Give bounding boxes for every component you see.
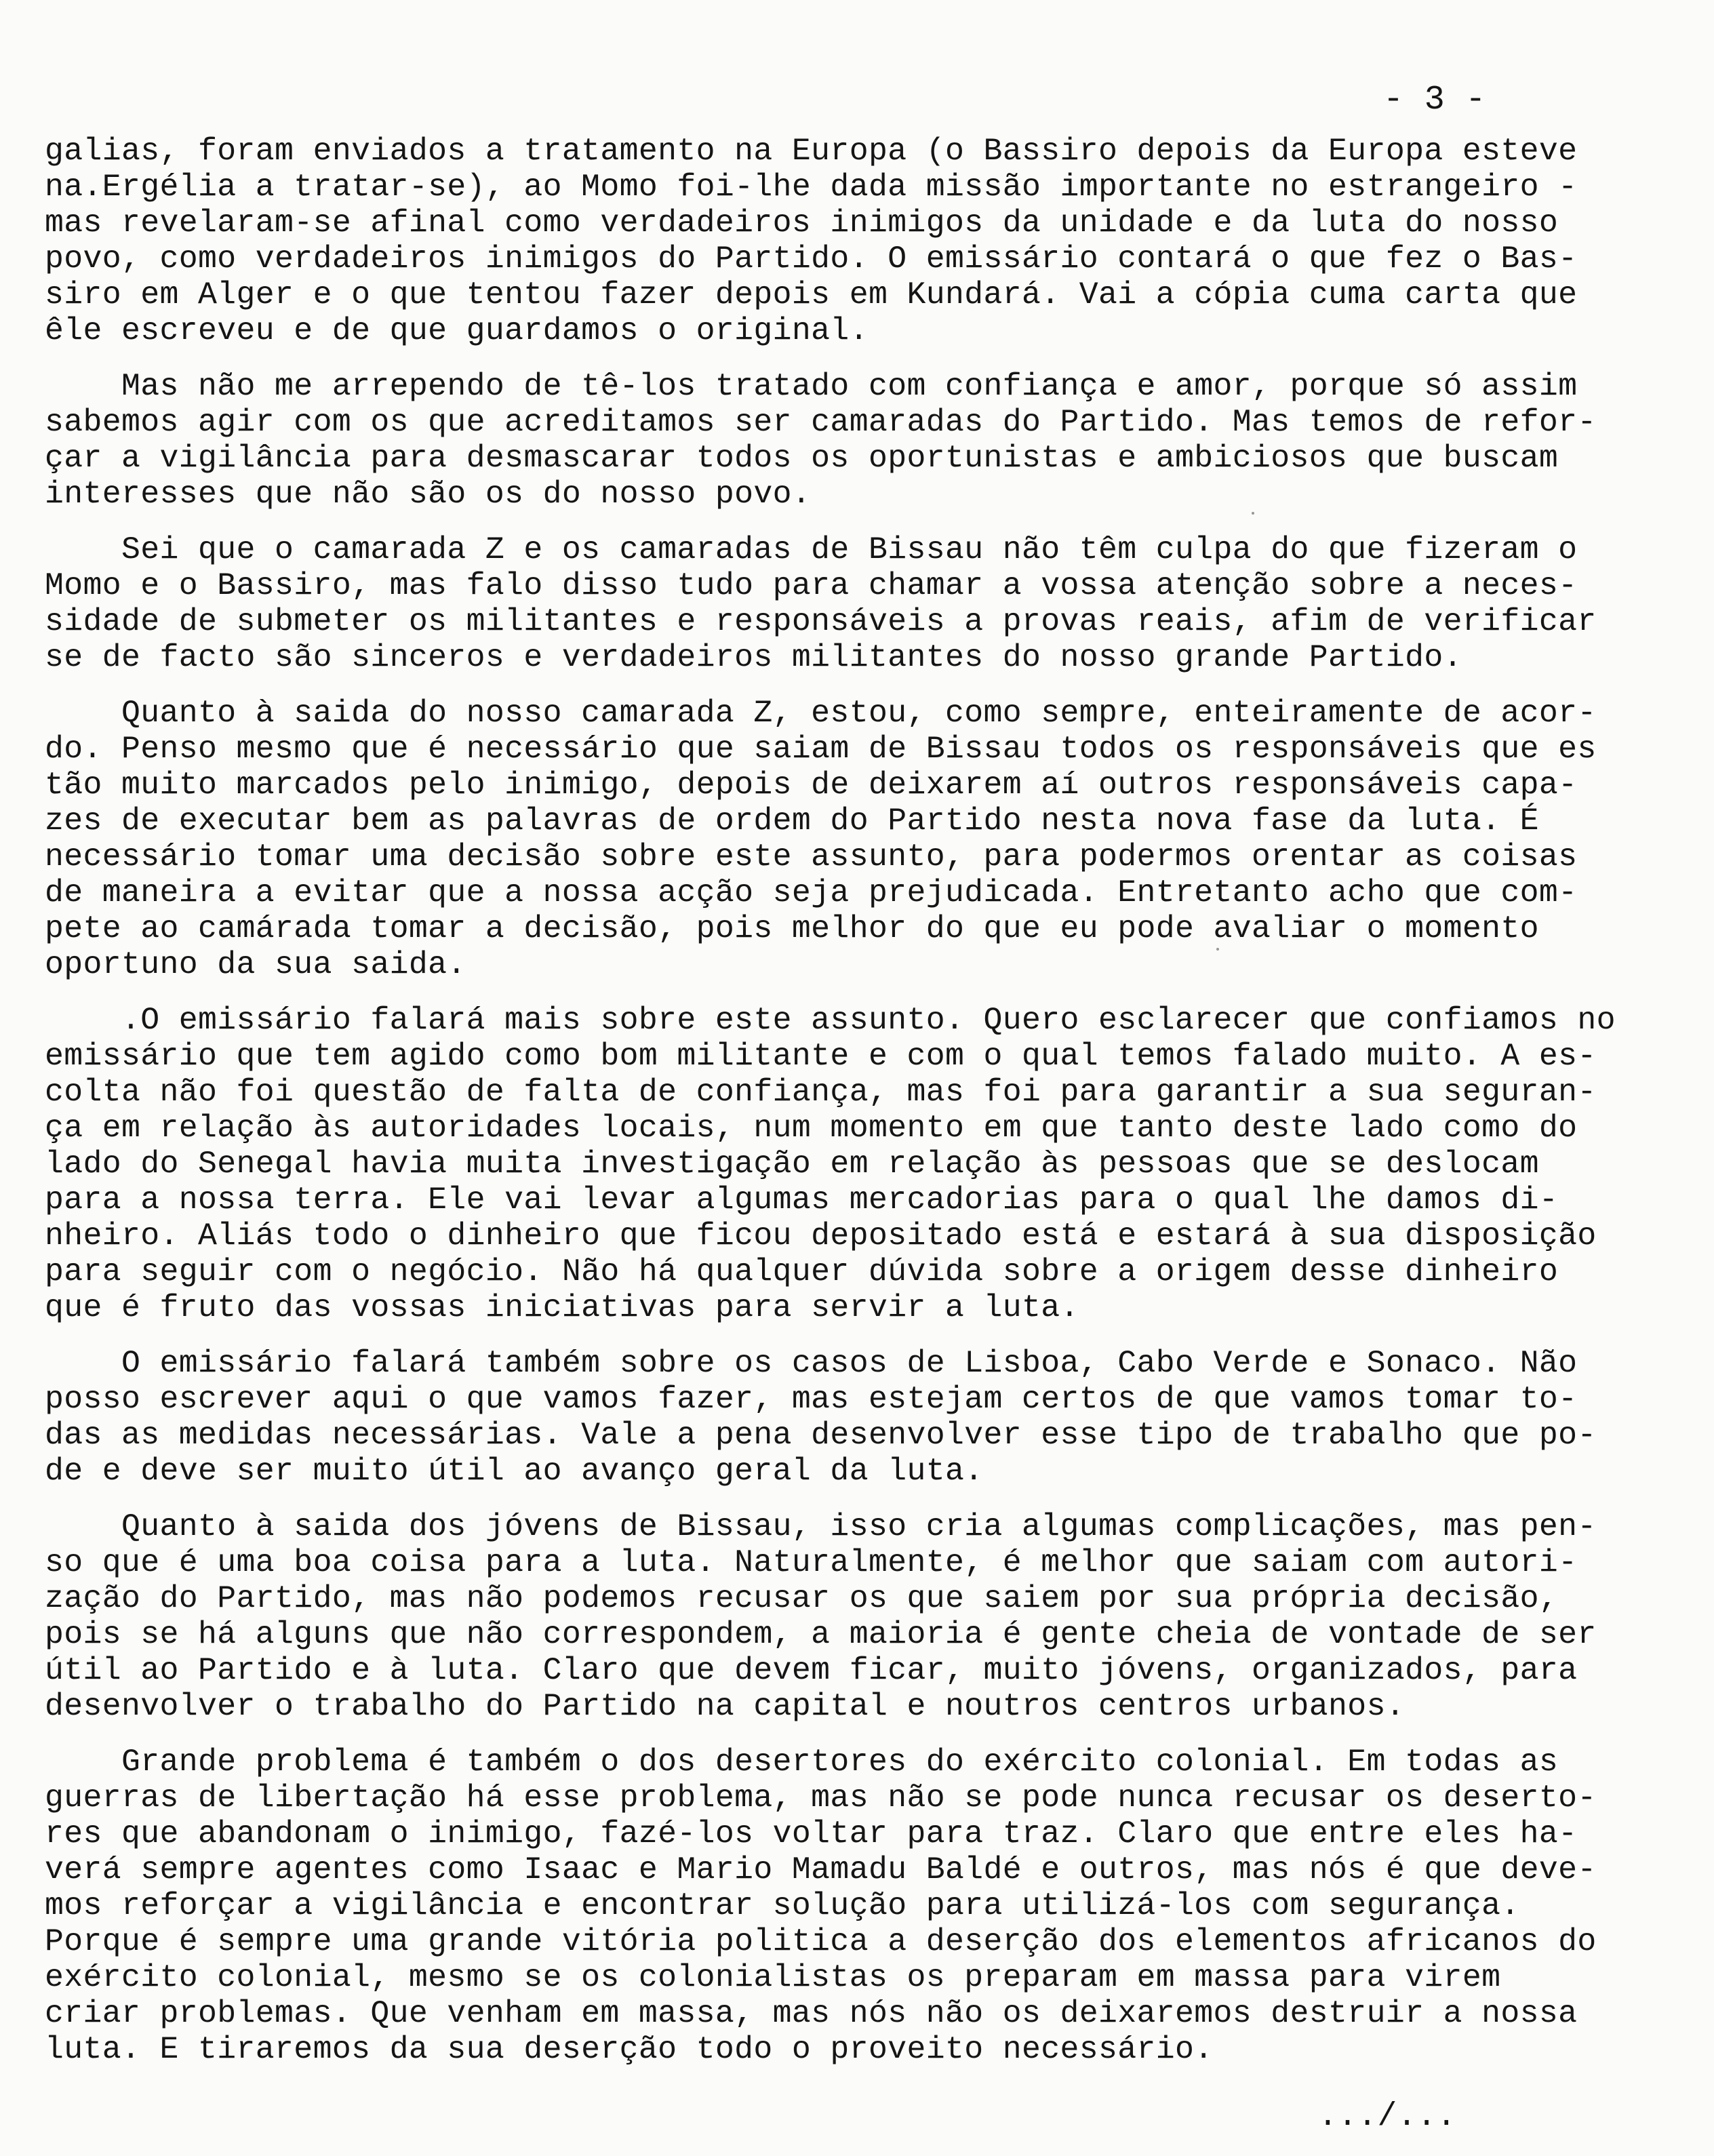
- text-line: êle escreveu e de que guardamos o original.: [45, 313, 869, 348]
- text-line: çar a vigilância para desmascarar todos os oportunistas e ambiciosos que buscam: [45, 440, 1559, 476]
- text-line: povo, como verdadeiros inimigos do Partido. O emissário contará o que fez o Bas-: [45, 241, 1578, 277]
- text-line: de e deve ser muito útil ao avanço geral da luta.: [45, 1453, 984, 1489]
- text-line: Quanto à saida dos jóvens de Bissau, isso cria algumas complicações, mas pen-: [45, 1509, 1597, 1544]
- text-line: emissário que tem agido como bom militante e com o qual temos falado muito. A es-: [45, 1038, 1597, 1074]
- paragraph-8: [45, 1744, 1672, 2067]
- text-line: O emissário falará também sobre os casos de Lisboa, Cabo Verde e Sonaco. Não: [45, 1345, 1578, 1381]
- text-line: tão muito marcados pelo inimigo, depois de deixarem aí outros responsáveis capa-: [45, 767, 1578, 803]
- text-line: sidade de submeter os militantes e responsáveis a provas reais, afim de verificar: [45, 603, 1597, 639]
- text-line: Mas não me arrependo de tê-los tratado com confiança e amor, porque só assim: [45, 368, 1578, 404]
- text-line: Momo e o Bassiro, mas falo disso tudo para chamar a vossa atenção sobre a neces-: [45, 567, 1578, 603]
- text-line: colta não foi questão de falta de confiança, mas foi para garantir a sua seguran-: [45, 1074, 1597, 1110]
- text-line: mos reforçar a vigilância e encontrar solução para utilizá-los com segurança.: [45, 1888, 1520, 1923]
- page-number: - 3 -: [1383, 81, 1486, 119]
- text-line: galias, foram enviados a tratamento na Europa (o Bassiro depois da Europa esteve: [45, 133, 1578, 169]
- text-line: do. Penso mesmo que é necessário que saiam de Bissau todos os responsáveis que es: [45, 731, 1597, 767]
- text-line: para seguir com o negócio. Não há qualquer dúvida sobre a origem desse dinheiro: [45, 1254, 1559, 1290]
- text-line: so que é uma boa coisa para a luta. Naturalmente, é melhor que saiam com autori-: [45, 1544, 1578, 1580]
- text-line: necessário tomar uma decisão sobre este assunto, para podermos orentar as coisas: [45, 839, 1578, 875]
- text-line: criar problemas. Que venham em massa, mas nós não os deixaremos destruir a nossa: [45, 1995, 1578, 2031]
- text-line: que é fruto das vossas iniciativas para servir a luta.: [45, 1290, 1079, 1325]
- paragraph-7: [45, 1509, 1672, 1724]
- text-line: mas revelaram-se afinal como verdadeiros inimigos da unidade e da luta do nosso: [45, 205, 1559, 241]
- text-line: na.Ergélia a tratar-se), ao Momo foi-lhe dada missão importante no estrangeiro -: [45, 169, 1578, 205]
- text-line: Quanto à saida do nosso camarada Z, estou, como sempre, enteiramente de acor-: [45, 695, 1597, 731]
- paragraph-4: [45, 695, 1672, 982]
- paragraph-5: [45, 1002, 1672, 1325]
- text-line: .O emissário falará mais sobre este assunto. Quero esclarecer que confiamos no: [45, 1002, 1616, 1038]
- text-line: Grande problema é também o dos desertores do exército colonial. Em todas as: [45, 1744, 1559, 1780]
- text-line: lado do Senegal havia muita investigação em relação às pessoas que se deslocam: [45, 1146, 1539, 1182]
- text-line: verá sempre agentes como Isaac e Mario Mamadu Baldé e outros, mas nós é que deve-: [45, 1852, 1597, 1888]
- text-line: pois se há alguns que não correspondem, a maioria é gente cheia de vontade de ser: [45, 1616, 1597, 1652]
- text-line: zação do Partido, mas não podemos recusar os que saiem por sua própria decisão,: [45, 1580, 1559, 1616]
- text-line: Sei que o camarada Z e os camaradas de Bissau não têm culpa do que fizeram o: [45, 532, 1578, 567]
- text-line: nheiro. Aliás todo o dinheiro que ficou depositado está e estará à sua disposição: [45, 1218, 1597, 1254]
- text-line: posso escrever aqui o que vamos fazer, mas estejam certos de que vamos tomar to-: [45, 1381, 1578, 1417]
- text-line: Porque é sempre uma grande vitória politica a deserção dos elementos africanos do: [45, 1923, 1597, 1959]
- scan-speck: [1252, 512, 1254, 515]
- text-line: zes de executar bem as palavras de ordem do Partido nesta nova fase da luta. É: [45, 803, 1539, 839]
- text-line: interesses que não são os do nosso povo.: [45, 476, 812, 512]
- text-line: exército colonial, mesmo se os colonialistas os preparam em massa para virem: [45, 1959, 1501, 1995]
- text-line: desenvolver o trabalho do Partido na capital e noutros centros urbanos.: [45, 1688, 1406, 1724]
- paragraph-1: [45, 133, 1672, 348]
- text-line: pete ao camárada tomar a decisão, pois melhor do que eu pode avaliar o momento: [45, 911, 1539, 946]
- text-line: ça em relação às autoridades locais, num momento em que tanto deste lado como do: [45, 1110, 1578, 1146]
- text-line: guerras de libertação há esse problema, mas não se pode nunca recusar os deserto-: [45, 1780, 1597, 1816]
- paragraph-3: [45, 532, 1672, 675]
- text-line: res que abandonam o inimigo, fazé-los voltar para traz. Claro que entre eles ha-: [45, 1816, 1578, 1852]
- letter-body: [45, 133, 1672, 2087]
- text-line: sabemos agir com os que acreditamos ser camaradas do Partido. Mas temos de refor-: [45, 404, 1597, 440]
- continuation-mark: .../...: [1318, 2098, 1457, 2135]
- paragraph-2: [45, 368, 1672, 512]
- text-line: oportuno da sua saida.: [45, 946, 466, 982]
- text-line: siro em Alger e o que tentou fazer depois em Kundará. Vai a cópia cuma carta que: [45, 277, 1578, 313]
- text-line: para a nossa terra. Ele vai levar algumas mercadorias para o qual lhe damos di-: [45, 1182, 1559, 1218]
- text-line: das as medidas necessárias. Vale a pena desenvolver esse tipo de trabalho que po-: [45, 1417, 1597, 1453]
- scan-speck: [1216, 948, 1219, 951]
- text-line: útil ao Partido e à luta. Claro que devem ficar, muito jóvens, organizados, para: [45, 1652, 1578, 1688]
- text-line: luta. E tiraremos da sua deserção todo o proveito necessário.: [45, 2031, 1214, 2067]
- text-line: se de facto são sinceros e verdadeiros militantes do nosso grande Partido.: [45, 639, 1462, 675]
- text-line: de maneira a evitar que a nossa acção seja prejudicada. Entretanto acho que com-: [45, 875, 1578, 911]
- paragraph-6: [45, 1345, 1672, 1489]
